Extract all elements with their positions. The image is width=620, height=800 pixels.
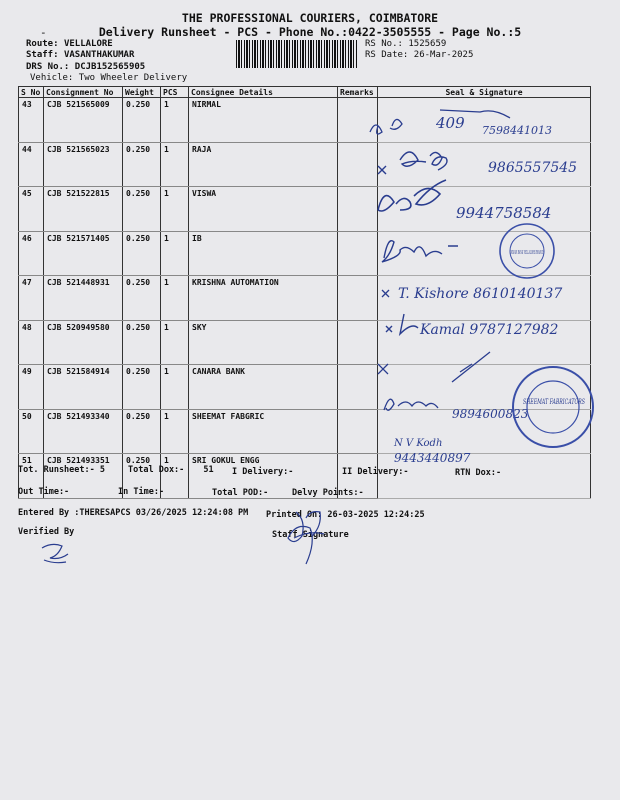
row-sno: 43 — [19, 98, 44, 143]
col-sno: S No — [19, 87, 44, 98]
staff-value: VASANTHAKUMAR — [63, 50, 135, 60]
table-row — [19, 320, 591, 365]
row-signature — [378, 320, 591, 365]
row-sno: 51 — [19, 454, 44, 499]
row-weight: 0.250 — [123, 187, 161, 232]
row-pcs: 1 — [161, 276, 189, 321]
table-row — [19, 409, 591, 454]
col-pcs: PCS — [161, 87, 189, 98]
rs-no-line — [365, 39, 446, 49]
rtn-dox: RTN Dox:- — [455, 468, 502, 478]
row-sno: 50 — [19, 409, 44, 454]
row-pcs: 1 — [161, 365, 189, 410]
company-stamp-text: SHEEMAT FABRICATORS — [523, 397, 585, 406]
rs-date-value: 26-Mar-2025 — [413, 50, 474, 60]
table-row — [19, 142, 591, 187]
handwriting-r43-phone: 7598441013 — [482, 124, 552, 137]
row-remarks — [338, 187, 378, 232]
row-sno: 48 — [19, 320, 44, 365]
row-consignment-no: CJB 521522815 — [44, 187, 123, 232]
row-remarks — [338, 98, 378, 143]
row-sno: 47 — [19, 276, 44, 321]
row-consignment-no: CJB 521493351 — [44, 454, 123, 499]
row-sno: 46 — [19, 231, 44, 276]
row-pcs: 1 — [161, 187, 189, 232]
row-weight: 0.250 — [123, 320, 161, 365]
col-consignee: Consignee Details — [189, 87, 338, 98]
in-time: In Time:- — [118, 487, 165, 497]
col-consignment: Consignment No — [44, 87, 123, 98]
table-row — [19, 98, 591, 143]
row-weight: 0.250 — [123, 454, 161, 499]
row-consignee: KRISHNA AUTOMATION — [189, 276, 338, 321]
row-sno: 45 — [19, 187, 44, 232]
drs-line — [26, 62, 145, 72]
row-pcs: 1 — [161, 454, 189, 499]
drs-value: DCJB152565905 — [74, 62, 146, 72]
handwriting-r48: Kamal 9787127982 — [420, 322, 559, 338]
handwriting-r43: 409 — [436, 114, 465, 132]
route-label: Route: — [26, 39, 59, 49]
total-pod: Total POD:- — [212, 488, 269, 498]
verified-by: Verified By — [18, 527, 75, 537]
row-pcs: 1 — [161, 231, 189, 276]
row-consignee: SHEEMAT FABGRIC — [189, 409, 338, 454]
vehicle-line — [30, 73, 187, 83]
row-remarks — [338, 409, 378, 454]
route-value: VELLALORE — [63, 39, 113, 49]
drs-label: DRS No.: — [26, 62, 70, 72]
row-consignment-no: CJB 520949580 — [44, 320, 123, 365]
row-signature — [378, 231, 591, 276]
row-weight: 0.250 — [123, 98, 161, 143]
row-signature — [378, 409, 591, 454]
handwriting-r44: 9865557545 — [488, 160, 578, 176]
rs-no-label: RS No.: — [365, 39, 403, 49]
staff-label: Staff: — [26, 50, 59, 60]
table-header-row — [19, 87, 591, 98]
row-weight: 0.250 — [123, 276, 161, 321]
total-dox-label: Total Dox:- — [128, 465, 185, 475]
staff-signature-label: Staff Signature — [272, 530, 349, 540]
rs-no-value: 1525659 — [408, 39, 447, 49]
row-sno: 49 — [19, 365, 44, 410]
barcode — [236, 40, 358, 68]
row-weight: 0.250 — [123, 365, 161, 410]
table-row — [19, 276, 591, 321]
staff-line — [26, 50, 134, 60]
delvy-points: Delvy Points:- — [292, 488, 364, 498]
row-consignment-no: CJB 521565023 — [44, 142, 123, 187]
row-pcs: 1 — [161, 320, 189, 365]
total-dox-value: 51 — [203, 465, 214, 475]
route-line — [26, 39, 113, 49]
row-signature — [378, 187, 591, 232]
row-consignee: VISWA — [189, 187, 338, 232]
delivery-table — [18, 86, 591, 499]
row-consignment-no: CJB 521448931 — [44, 276, 123, 321]
row-consignee: CANARA BANK — [189, 365, 338, 410]
row-signature — [378, 365, 591, 410]
row-signature — [378, 276, 591, 321]
row-consignment-no: CJB 521493340 — [44, 409, 123, 454]
row-consignment-no: CJB 521571405 — [44, 231, 123, 276]
verified-by-mark — [42, 544, 68, 562]
total-dox — [128, 465, 214, 475]
row-pcs: 1 — [161, 142, 189, 187]
tot-runsheet: Tot. Runsheet:- 5 — [18, 465, 105, 475]
row-consignment-no: CJB 521584914 — [44, 365, 123, 410]
handwriting-r45: 9944758584 — [456, 204, 552, 222]
row-remarks — [338, 276, 378, 321]
handwriting-r51-phone: 9443440897 — [394, 451, 471, 465]
row-consignee: SKY — [189, 320, 338, 365]
row-consignment-no: CJB 521565009 — [44, 98, 123, 143]
runsheet-subtitle: Delivery Runsheet - PCS - Phone No.:0422-3505555 - Page No.:5 — [98, 25, 522, 39]
entered-by: Entered By :THERESAPCS 03/26/2025 12:24:08 PM — [18, 508, 249, 518]
ii-delivery: II Delivery:- — [342, 467, 409, 477]
col-weight: Weight — [123, 87, 161, 98]
col-remarks: Remarks — [338, 87, 378, 98]
row-remarks — [338, 320, 378, 365]
table-row — [19, 231, 591, 276]
row-weight: 0.250 — [123, 142, 161, 187]
row-remarks — [338, 231, 378, 276]
row-consignee: SRI GOKUL ENGG — [189, 454, 338, 499]
row-remarks — [338, 365, 378, 410]
row-consignee: RAJA — [189, 142, 338, 187]
handwriting-r50: 9894600823 — [452, 407, 529, 421]
i-delivery: I Delivery:- — [232, 467, 294, 477]
table-row — [19, 365, 591, 410]
vehicle-value: Two Wheeler Delivery — [78, 73, 188, 83]
handwriting-r47: T. Kishore 8610140137 — [398, 286, 563, 302]
rs-date-label: RS Date: — [365, 50, 409, 60]
row-signature — [378, 142, 591, 187]
row-pcs: 1 — [161, 98, 189, 143]
row-pcs: 1 — [161, 409, 189, 454]
handwriting-r51-name: N V Kodh — [394, 438, 443, 449]
row-signature — [378, 98, 591, 143]
row-remarks — [338, 142, 378, 187]
table-row — [19, 187, 591, 232]
row-sno: 44 — [19, 142, 44, 187]
out-time: Out Time:- — [18, 487, 70, 497]
row-weight: 0.250 — [123, 409, 161, 454]
rs-date-line — [365, 50, 473, 60]
col-seal-signature: Seal & Signature — [378, 87, 591, 98]
row-weight: 0.250 — [123, 231, 161, 276]
row-consignee: IB — [189, 231, 338, 276]
header-dash: - — [40, 26, 47, 39]
vehicle-label: Vehicle: — [30, 73, 74, 83]
row-consignee: NIRMAL — [189, 98, 338, 143]
bank-stamp-text: INDIAN BANK VELLALORE BRANCH — [509, 250, 545, 256]
printed-on: Printed On: 26-03-2025 12:24:25 — [266, 510, 425, 520]
company-title: THE PROFESSIONAL COURIERS, COIMBATORE — [181, 11, 439, 25]
